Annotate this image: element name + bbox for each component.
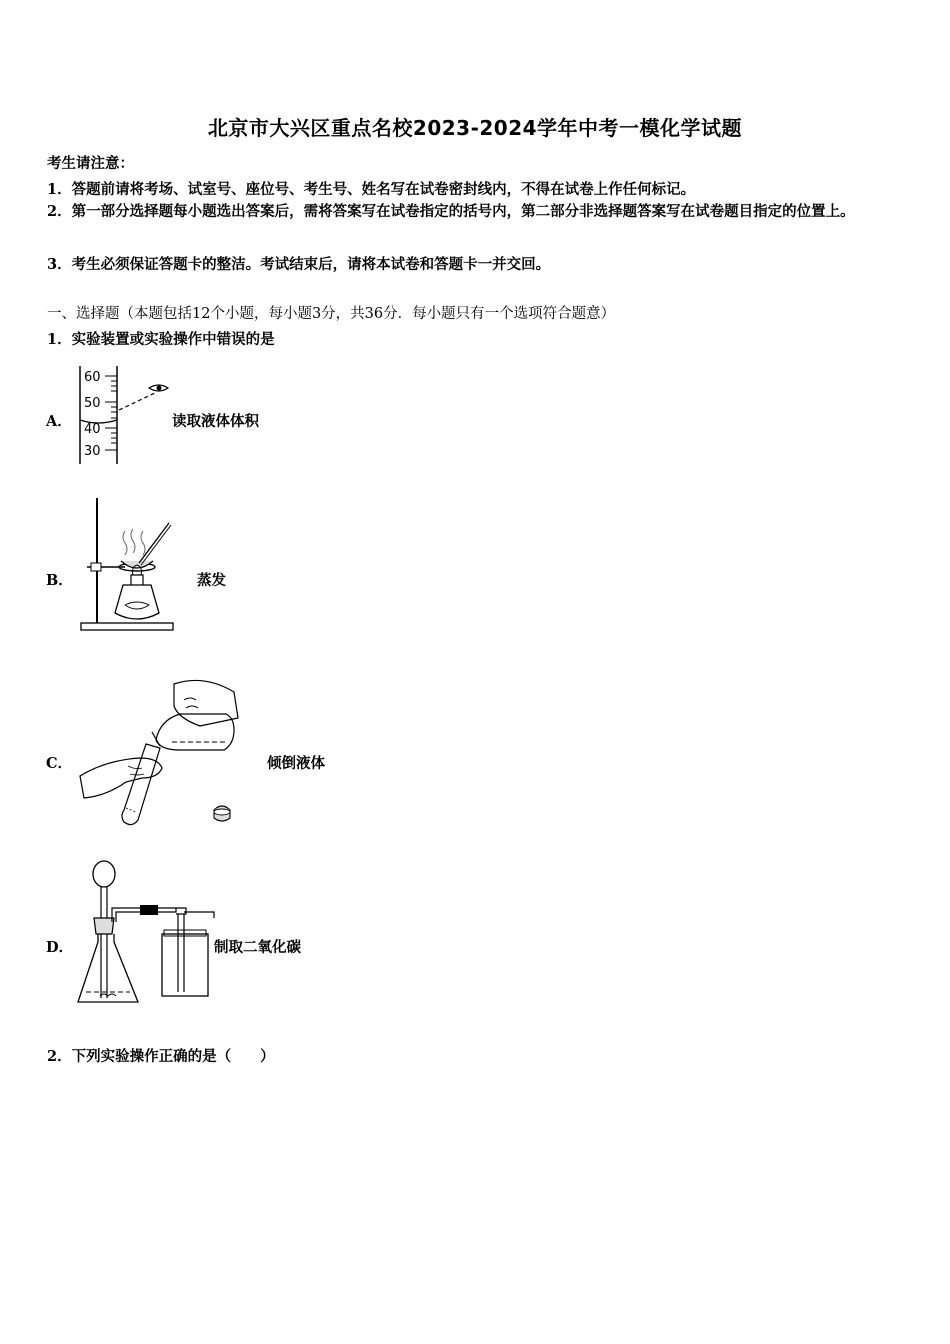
notice-heading: 考生请注意： xyxy=(47,155,134,172)
option-b-letter: B． xyxy=(46,572,73,589)
co2-generation-apparatus-figure xyxy=(74,858,219,1010)
scale-label-40: 40 xyxy=(84,422,101,437)
section-heading: 一、选择题（本题包括12个小题，每小题3分，共36分．每小题只有一个选项符合题意） xyxy=(47,306,616,322)
question-1-stem: 1．实验装置或实验操作中错误的是 xyxy=(47,331,275,348)
option-a-text: 读取液体体积 xyxy=(172,413,259,430)
notice-item-3: 3．考生必须保证答题卡的整洁。考试结束后，请将本试卷和答题卡一并交回。 xyxy=(47,256,551,273)
notice-item-1: 1．答题前请将考场、试室号、座位号、考生号、姓名写在试卷密封线内，不得在试卷上作任何标记。 xyxy=(47,181,696,198)
option-a-letter: A． xyxy=(46,413,72,430)
page-title: 北京市大兴区重点名校2023-2024学年中考一模化学试题 xyxy=(207,116,743,140)
pouring-liquid-figure xyxy=(76,678,246,828)
scale-label-50: 50 xyxy=(84,396,101,411)
option-c-letter: C． xyxy=(46,755,73,772)
notice-item-2: 2．第一部分选择题每小题选出答案后，需将答案写在试卷指定的括号内，第二部分非选择题答案写在试卷题目指定的位置上。 xyxy=(47,203,855,220)
option-d-letter: D． xyxy=(46,939,74,956)
option-d-text: 制取二氧化碳 xyxy=(214,939,301,956)
scale-label-30: 30 xyxy=(84,444,101,459)
question-2-stem: 2．下列实验操作正确的是（ ） xyxy=(47,1048,275,1065)
graduated-cylinder-figure xyxy=(75,362,175,468)
option-c-text: 倾倒液体 xyxy=(267,755,325,772)
option-b-text: 蒸发 xyxy=(197,572,226,589)
scale-label-60: 60 xyxy=(84,370,101,385)
evaporation-apparatus-figure xyxy=(75,495,180,635)
